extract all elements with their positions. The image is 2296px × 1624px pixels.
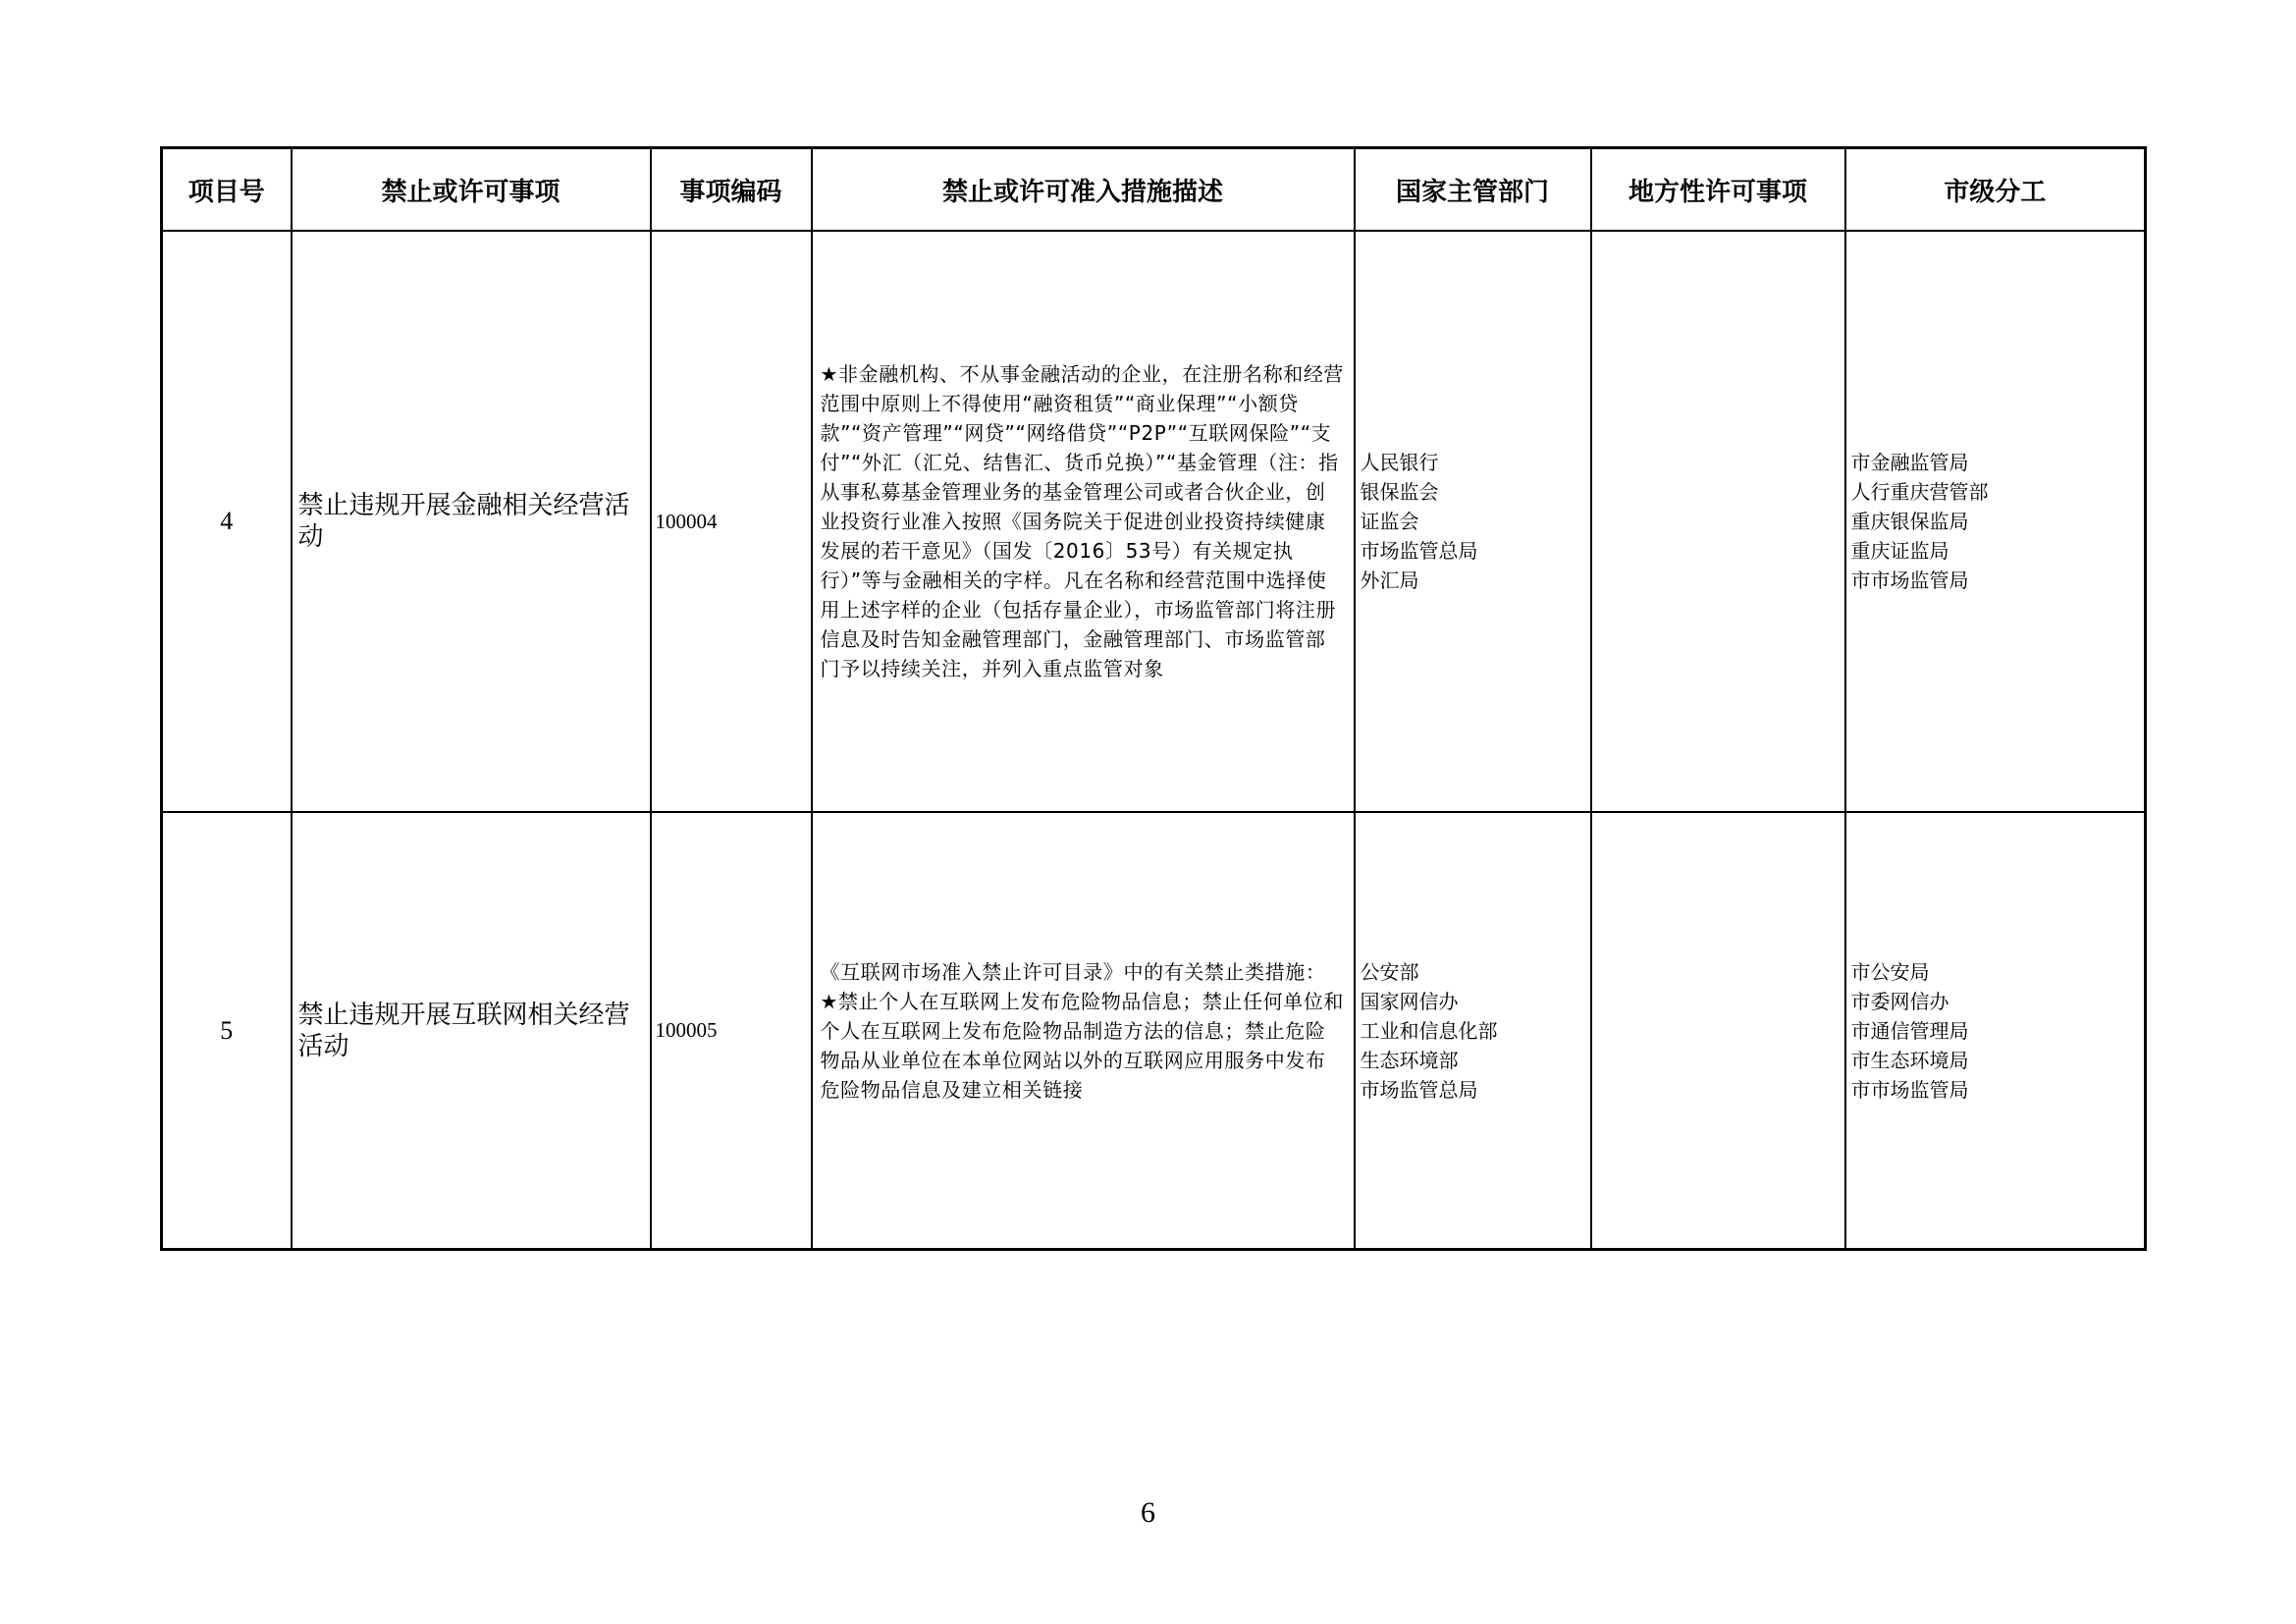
item-code-cell: 100005	[651, 812, 812, 1250]
item-number-cell: 5	[162, 812, 292, 1250]
department-line: 外汇局	[1360, 568, 1419, 592]
item-name-cell: 禁止违规开展金融相关经营活动	[292, 231, 651, 812]
division-line: 市金融监管局	[1850, 451, 1969, 474]
market-access-table	[160, 146, 2147, 1251]
page-number: 6	[1141, 1496, 1155, 1529]
local-permit-cell	[1591, 812, 1845, 1250]
division-line: 重庆银保监局	[1850, 510, 1969, 533]
municipal-division-cell	[1845, 231, 2146, 812]
department-line: 证监会	[1360, 510, 1419, 533]
header-code: 事项编码	[651, 148, 812, 232]
header-municipal-division: 市级分工	[1845, 148, 2146, 232]
department-line: 市场监管总局	[1360, 1077, 1478, 1102]
header-item-number: 项目号	[162, 148, 292, 232]
department-line: 工业和信息化部	[1360, 1018, 1498, 1043]
description-text: ★非金融机构、不从事金融活动的企业，在注册名称和经营范围中原则上不得使用“融资租赁”“商业保理”“小额贷款”“资产管理”“网贷”“网络借贷”“P2P”“互联网保险”“支付”“外汇（汇兑、结售汇、货币兑换）”“基金管理（注：指从事私募基金管理业务的基金管理公司或者合伙企业，创业投资行业准入按照《国务院关于促进创业投资持续健康发展的若干意见》（国发〔2016〕53号）有关规定执行）”等与金融相关的字样。凡在名称和经营范围中选择使用上述字样的企业（包括存量企业），市场监管部门将注册信息及时告知金融管理部门，金融管理部门、市场监管部门予以持续关注，并列入重点监管对象	[820, 362, 1345, 680]
table-header-row	[162, 148, 2146, 232]
division-line: 市市场监管局	[1850, 568, 1969, 592]
description-cell	[812, 231, 1355, 812]
header-item: 禁止或许可事项	[292, 148, 651, 232]
department-line: 市场监管总局	[1360, 539, 1478, 563]
division-line: 重庆证监局	[1850, 539, 1949, 563]
item-number-cell: 4	[162, 231, 292, 812]
division-line: 市市场监管局	[1850, 1077, 1969, 1102]
item-name-cell: 禁止违规开展互联网相关经营活动	[292, 812, 651, 1250]
header-description: 禁止或许可准入措施描述	[812, 148, 1355, 232]
national-department-cell	[1355, 231, 1591, 812]
item-code-cell: 100004	[651, 231, 812, 812]
local-permit-cell	[1591, 231, 1845, 812]
table-row	[162, 812, 2146, 1250]
header-local-permit: 地方性许可事项	[1591, 148, 1845, 232]
department-line: 银保监会	[1360, 480, 1439, 504]
division-line: 市通信管理局	[1850, 1018, 1969, 1043]
division-line: 市生态环境局	[1850, 1048, 1969, 1072]
description-text: 《互联网市场准入禁止许可目录》中的有关禁止类措施：	[820, 959, 1326, 984]
description-cell	[812, 812, 1355, 1250]
department-line: 人民银行	[1360, 451, 1439, 474]
department-line: 生态环境部	[1360, 1048, 1459, 1072]
header-national-department: 国家主管部门	[1355, 148, 1591, 232]
description-text: ★禁止个人在互联网上发布危险物品信息；禁止任何单位和个人在互联网上发布危险物品制造方法的信息；禁止危险物品从业单位在本单位网站以外的互联网应用服务中发布危险物品信息及建立相关链接	[820, 989, 1345, 1102]
division-line: 人行重庆营管部	[1850, 480, 1989, 504]
division-line: 市委网信办	[1850, 989, 1949, 1013]
department-line: 国家网信办	[1360, 989, 1459, 1013]
table-row	[162, 231, 2146, 812]
national-department-cell	[1355, 812, 1591, 1250]
division-line: 市公安局	[1850, 959, 1930, 984]
department-line: 公安部	[1360, 959, 1419, 984]
municipal-division-cell	[1845, 812, 2146, 1250]
